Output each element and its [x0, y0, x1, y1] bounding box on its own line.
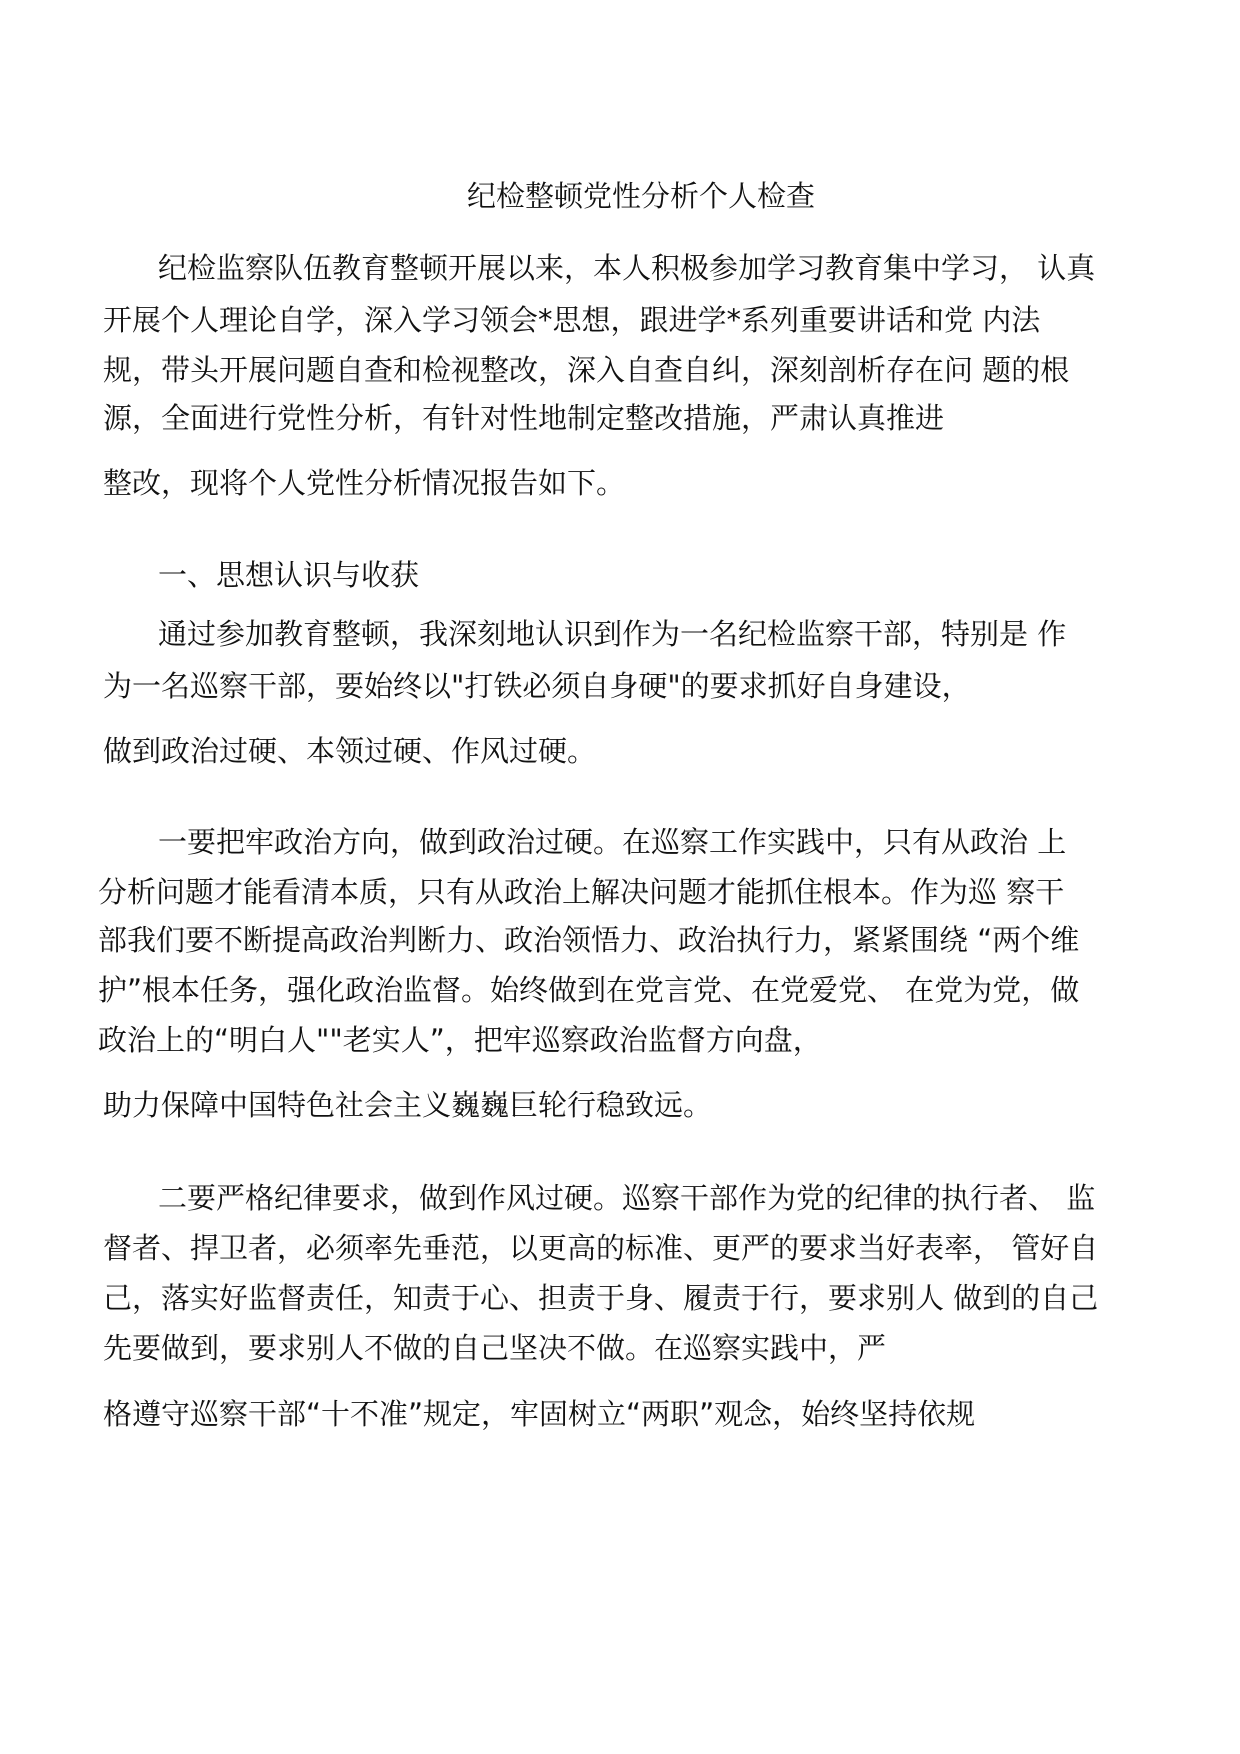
- paragraph-line: 护”根本任务，强化政治监督。始终做到在党言党、在党爱党、 在党为党，做: [98, 973, 1080, 1007]
- paragraph-line: 督者、捍卫者，必须率先垂范，以更高的标准、更严的要求当好表率， 管好自: [103, 1231, 1099, 1265]
- paragraph-line: 格遵守巡察干部“十不准”规定，牢固树立“两职”观念，始终坚持依规: [103, 1397, 976, 1431]
- paragraph-line: 纪检监察队伍教育整顿开展以来，本人积极参加学习教育集中学习， 认真: [158, 251, 1096, 285]
- document-title: 纪检整顿党性分析个人检查: [467, 179, 816, 213]
- paragraph-line: 政治上的“明白人""老实人”，把牢巡察政治监督方向盘，: [98, 1023, 822, 1057]
- paragraph-line: 助力保障中国特色社会主义巍巍巨轮行稳致远。: [103, 1088, 713, 1122]
- paragraph-line: 源，全面进行党性分析，有针对性地制定整改措施，严肃认真推进: [103, 401, 945, 435]
- paragraph-line: 通过参加教育整顿，我深刻地认识到作为一名纪检监察干部，特别是 作: [158, 617, 1067, 651]
- paragraph-line: 一要把牢政治方向，做到政治过硬。在巡察工作实践中，只有从政治 上: [158, 825, 1067, 859]
- paragraph-line: 做到政治过硬、本领过硬、作风过硬。: [103, 734, 597, 768]
- paragraph-line: 部我们要不断提高政治判断力、政治领悟力、政治执行力，紧紧围绕 “两个维: [98, 923, 1080, 957]
- paragraph-line: 为一名巡察干部，要始终以"打铁必须自身硬"的要求抓好自身建设，: [103, 669, 971, 703]
- paragraph-line: 整改，现将个人党性分析情况报告如下。: [103, 466, 626, 500]
- paragraph-line: 己，落实好监督责任，知责于心、担责于身、履责于行，要求别人 做到的自己: [103, 1281, 1099, 1315]
- paragraph-line: 先要做到，要求别人不做的自己坚决不做。在巡察实践中，严: [103, 1331, 887, 1365]
- section-heading: 一、思想认识与收获: [158, 558, 420, 592]
- paragraph-line: 分析问题才能看清本质，只有从政治上解决问题才能抓住根本。作为巡 察干: [98, 875, 1065, 909]
- paragraph-line: 规，带头开展问题自查和检视整改，深入自查自纠，深刻剖析存在问 题的根: [103, 353, 1070, 387]
- paragraph-line: 开展个人理论自学，深入学习领会*思想，跟进学*系列重要讲话和党 内法: [103, 303, 1041, 337]
- paragraph-line: 二要严格纪律要求，做到作风过硬。巡察干部作为党的纪律的执行者、 监: [158, 1181, 1096, 1215]
